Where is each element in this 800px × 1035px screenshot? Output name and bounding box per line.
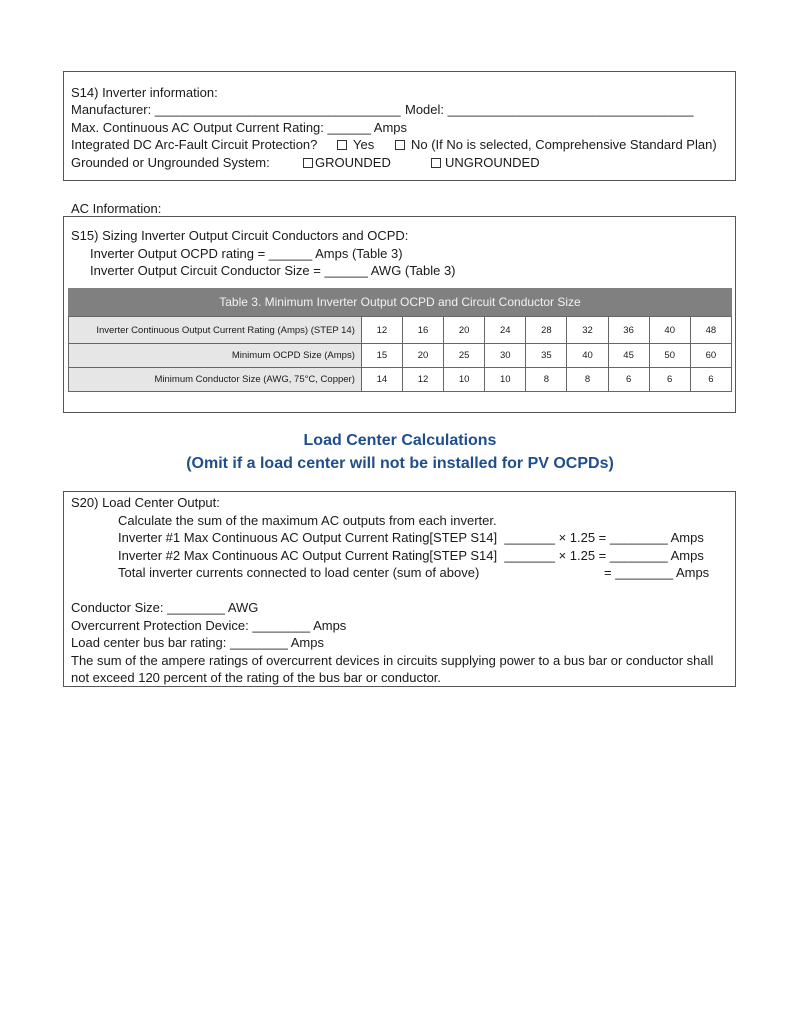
ungrounded-label: UNGROUNDED [445, 155, 540, 170]
calc-intro: Calculate the sum of the maximum AC outputs from each inverter. [118, 513, 497, 528]
checkbox-icon[interactable] [337, 140, 347, 150]
row-label: Minimum OCPD Size (Amps) [69, 344, 362, 368]
table-cell: 50 [649, 344, 690, 368]
checkbox-icon[interactable] [395, 140, 405, 150]
table-cell: 28 [526, 317, 567, 344]
table-row [69, 344, 732, 368]
table-cell: 24 [485, 317, 526, 344]
table-cell: 14 [361, 368, 402, 392]
conductor-size-field[interactable]: Inverter Output Circuit Conductor Size = ______ AWG (Table 3) [90, 263, 456, 278]
arc-fault-question: Integrated DC Arc-Fault Circuit Protection? [71, 137, 318, 152]
table-cell: 6 [690, 368, 731, 392]
table-cell: 25 [444, 344, 485, 368]
ac-information-label: AC Information: [71, 201, 162, 216]
table-cell: 40 [567, 344, 608, 368]
table-row [69, 317, 732, 344]
table-cell: 15 [361, 344, 402, 368]
table-cell: 40 [649, 317, 690, 344]
table-cell: 16 [402, 317, 443, 344]
table-cell: 12 [402, 368, 443, 392]
yes-label: Yes [353, 137, 375, 152]
row-label: Inverter Continuous Output Current Rating (Amps) (STEP 14) [69, 317, 362, 344]
checkbox-icon[interactable] [431, 158, 441, 168]
grounded-option[interactable] [303, 154, 391, 171]
table-cell: 6 [649, 368, 690, 392]
table-cell: 36 [608, 317, 649, 344]
s14-title: S14) Inverter information: [71, 85, 218, 100]
arc-fault-yes-option[interactable] [337, 136, 374, 153]
row-label: Minimum Conductor Size (AWG, 75°C, Copper) [69, 368, 362, 392]
grounded-question: Grounded or Ungrounded System: [71, 155, 270, 170]
table3-caption: Table 3. Minimum Inverter Output OCPD and Circuit Conductor Size [68, 288, 732, 316]
table-cell: 35 [526, 344, 567, 368]
load-center-subheading: (Omit if a load center will not be installed for PV OCPDs) [186, 455, 614, 472]
table-cell: 12 [361, 317, 402, 344]
model-field[interactable]: Model: __________________________________ [405, 102, 694, 117]
conductor-size-row[interactable]: Conductor Size: ________ AWG [71, 600, 259, 615]
inverter2-row[interactable]: Inverter #2 Max Continuous AC Output Current Rating[STEP S14] _______ × 1.25 = ________ Amps [118, 548, 704, 563]
max-current-field[interactable]: Max. Continuous AC Output Current Rating: ______ Amps [71, 120, 408, 135]
inverter1-row[interactable]: Inverter #1 Max Continuous AC Output Current Rating[STEP S14] _______ × 1.25 = ________ Amps [118, 530, 704, 545]
s15-title: S15) Sizing Inverter Output Circuit Conductors and OCPD: [71, 228, 409, 243]
s20-title: S20) Load Center Output: [71, 495, 220, 510]
total-currents-label: Total inverter currents connected to load center (sum of above) [118, 565, 480, 580]
ocpd-rating-field[interactable]: Inverter Output OCPD rating = ______ Amps (Table 3) [90, 246, 403, 261]
table-cell: 8 [526, 368, 567, 392]
table-cell: 48 [690, 317, 731, 344]
table-cell: 6 [608, 368, 649, 392]
table-cell: 20 [402, 344, 443, 368]
bus-bar-row[interactable]: Load center bus bar rating: ________ Amps [71, 635, 324, 650]
table-cell: 45 [608, 344, 649, 368]
rule-note-line2: not exceed 120 percent of the rating of the bus bar or conductor. [71, 670, 442, 685]
total-currents-field[interactable]: = ________ Amps [604, 565, 710, 580]
table-cell: 30 [485, 344, 526, 368]
checkbox-icon[interactable] [303, 158, 313, 168]
table-cell: 8 [567, 368, 608, 392]
overcurrent-row[interactable]: Overcurrent Protection Device: ________ Amps [71, 618, 347, 633]
ungrounded-option[interactable] [431, 154, 540, 171]
no-label: No (If No is selected, Comprehensive Standard Plan) [411, 137, 717, 152]
table-cell: 10 [444, 368, 485, 392]
table-cell: 10 [485, 368, 526, 392]
rule-note-line1: The sum of the ampere ratings of overcurrent devices in circuits supplying power to a bus bar or conductor shall [71, 653, 714, 668]
load-center-heading: Load Center Calculations [303, 432, 497, 449]
table3 [68, 316, 732, 392]
table-cell: 32 [567, 317, 608, 344]
table-cell: 20 [444, 317, 485, 344]
table-cell: 60 [690, 344, 731, 368]
grounded-label: GROUNDED [315, 155, 391, 170]
manufacturer-field[interactable]: Manufacturer: __________________________________ [71, 102, 401, 117]
table-row [69, 368, 732, 392]
arc-fault-no-option[interactable] [395, 136, 717, 153]
